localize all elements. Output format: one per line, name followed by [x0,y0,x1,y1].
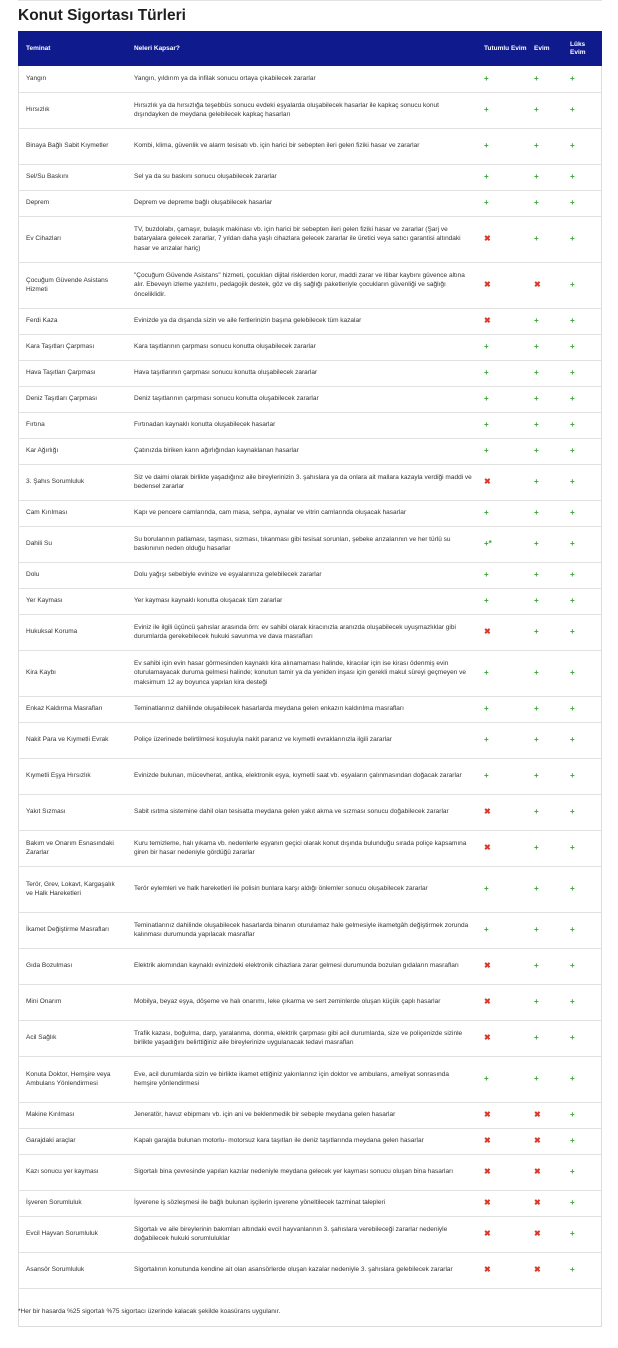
plus-icon: + [478,164,528,190]
coverage-description: Fırtınadan kaynaklı konutta oluşabilecek hasarlar [126,412,478,438]
plus-icon: + [478,758,528,794]
table-row [18,1154,602,1190]
cross-icon: ✖ [478,464,528,500]
plus-icon: + [564,758,602,794]
coverage-description: Dolu yağışı sebebiyle evinize ve eşyalarınıza gelebilecek zararlar [126,562,478,588]
plus-icon: + [564,464,602,500]
cross-icon: ✖ [478,1102,528,1128]
table-row [18,66,602,92]
coverage-name: Sel/Su Baskını [18,164,126,190]
plus-icon: + [564,1128,602,1154]
coverage-description: Trafik kazası, boğulma, darp, yaralanma, donma, elektrik çarpması gibi acil durumlarda, size ve poliçenizde sizinle birlikte yaşadığını belirttiğiniz aile bireylerinize uygulanacak tedavi masrafları [126,1020,478,1056]
plus-icon: + [528,92,564,128]
coverage-name: Hava Taşıtları Çarpması [18,360,126,386]
coverage-name: Kara Taşıtları Çarpması [18,334,126,360]
plus-icon: + [478,386,528,412]
plus-icon: + [564,308,602,334]
plus-icon: + [564,190,602,216]
plus-icon: + [564,588,602,614]
coverage-name: Kira Kaybı [18,650,126,696]
plus-icon: + [564,438,602,464]
table-row [18,696,602,722]
plus-icon: + [528,866,564,912]
coverage-name: Ferdi Kaza [18,308,126,334]
header-luks-evim: Lüks Evim [564,31,602,66]
table-header-row [18,31,602,66]
plus-icon: + [564,1102,602,1128]
plus-icon: + [564,216,602,262]
table-row [18,794,602,830]
coverage-name: Garajdaki araçlar [18,1128,126,1154]
cross-icon: ✖ [478,1190,528,1216]
plus-icon: + [478,650,528,696]
plus-icon: + [564,262,602,308]
table-row [18,1190,602,1216]
table-row [18,722,602,758]
plus-icon: + [478,412,528,438]
plus-icon: + [528,412,564,438]
table-row [18,216,602,262]
coverage-name: İşveren Sorumluluk [18,1190,126,1216]
coverage-description: İşverene iş sözleşmesi ile bağlı bulunan işçilerin işverene yöneltilecek tazminat talepleri [126,1190,478,1216]
plus-icon: + [528,526,564,562]
plus-icon: + [478,128,528,164]
table-row [18,1128,602,1154]
plus-icon: + [528,722,564,758]
coverage-name: Terör, Grev, Lokavt, Kargaşalık ve Halk Hareketleri [18,866,126,912]
plus-icon: + [564,1056,602,1102]
coverage-description: "Çocuğum Güvende Asistans" hizmeti, çocukları dijital risklerden korur, maddi zarar ve itibar kaybını güvence altına alır. Ebeveyn izleme yazılımı, pedagojik destek, göz ve diş sağlığı paketleriyle çocukların güvenliği ve sağlığı önceliklidir. [126,262,478,308]
coverage-name: Yakıt Sızması [18,794,126,830]
header-kapsar: Neleri Kapsar? [126,31,478,66]
coverage-name: Binaya Bağlı Sabit Kıymetler [18,128,126,164]
plus-icon: + [528,360,564,386]
coverage-name: Dahili Su [18,526,126,562]
coverage-description: Sabit ısıtma sistemine dahil olan tesisatta meydana gelen yakıt akma ve sızması sonucu doğabilecek zararlar [126,794,478,830]
cross-icon: ✖ [478,216,528,262]
plus-icon: + [528,650,564,696]
table-row [18,588,602,614]
coverage-name: Ev Cihazları [18,216,126,262]
plus-icon: + [528,912,564,948]
plus-icon: + [528,830,564,866]
plus-icon: + [528,386,564,412]
table-row [18,1102,602,1128]
plus-icon: + [478,912,528,948]
plus-icon: + [478,360,528,386]
table-row [18,948,602,984]
cross-icon: ✖ [528,1190,564,1216]
table-row [18,1056,602,1102]
cross-icon: ✖ [528,1154,564,1190]
coverage-description: Teminatlarınız dahilinde oluşabilecek hasarlarda binanın oturulamaz hale gelmesiyle ikametgâh değiştirmek zorunda kalınması durumunda yapılacak masraflar [126,912,478,948]
plus-icon: + [528,588,564,614]
coverage-description: Sigortalının konutunda kendine ait olan asansörlerde oluşan kazalar nedeniyle 3. şahıslara gelebilecek zararlar [126,1252,478,1288]
plus-icon: + [478,334,528,360]
header-teminat: Teminat [18,31,126,66]
plus-icon: + [564,164,602,190]
plus-icon: + [528,128,564,164]
coverage-description: Ev sahibi için evin hasar görmesinden kaynaklı kira alınamaması halinde, kiracılar için ise kirası ödenmiş evin oturulamayacak duruma gelmesi halinde; konutun tamir ya da yeniden inşası için gerekli makul süreyi geçmeyen ve maksimum 12 ay boyunca yapılan kira desteği [126,650,478,696]
coverage-name: Makine Kırılması [18,1102,126,1128]
coverage-description: Kapı ve pencere camlarında, cam masa, sehpa, aynalar ve vitrin camlarında oluşacak hasarlar [126,500,478,526]
cross-icon: ✖ [478,614,528,650]
plus-icon: + [528,984,564,1020]
coverage-description: Kuru temizleme, halı yıkama vb. nedenlerle eşyanın geçici olarak konut dışında bulunduğu sırada poliçe kapsamına giren bir hasar nedeniyle gördüğü zararlar [126,830,478,866]
table-row [18,334,602,360]
table-row [18,912,602,948]
coverage-description: Sigortalı ve aile bireylerinin bakımları altındaki evcil hayvanlarının 3. şahıslara verebileceği zararlar nedeniyle doğabilecek hukuki sorumluluklar [126,1216,478,1252]
plus-icon: + [528,758,564,794]
plus-icon: + [564,1252,602,1288]
cross-icon: ✖ [478,308,528,334]
cross-icon: ✖ [478,794,528,830]
table-row [18,1020,602,1056]
plus-icon: + [564,526,602,562]
plus-icon: + [564,794,602,830]
cross-icon: ✖ [478,1252,528,1288]
plus-icon: + [564,562,602,588]
table-row [18,464,602,500]
coverage-description: Kara taşıtlarının çarpması sonucu konutta oluşabilecek zararlar [126,334,478,360]
plus-icon: + [564,1190,602,1216]
plus-icon: + [564,948,602,984]
cross-icon: ✖ [478,1216,528,1252]
plus-icon: + [528,562,564,588]
plus-icon: + [528,190,564,216]
coverage-name: Kazı sonucu yer kayması [18,1154,126,1190]
coverage-name: Gıda Bozulması [18,948,126,984]
table-row [18,438,602,464]
header-tutumlu-evim: Tutumlu Evim [478,31,528,66]
coverage-description: TV, buzdolabı, çamaşır, bulaşık makinası vb. için harici bir sebepten ileri gelen fiziki hasar ve zararlar (Şarj ve bataryalara gelecek zararlar, 7 yıldan daha yaşlı cihazlara gelecek zararlar ile üretici veya satıcı garantisi altındaki hasar ve arızalar hariç) [126,216,478,262]
coverage-description: Yangın, yıldırım ya da infilak sonucu ortaya çıkabilecek zararlar [126,66,478,92]
plus-icon: + [564,66,602,92]
coverage-description: Kombi, klima, güvenlik ve alarm tesisatı vb. için harici bir sebepten ileri gelen fiziki hasar ve zararlar [126,128,478,164]
cross-icon: ✖ [528,1128,564,1154]
table-row [18,164,602,190]
cross-icon: ✖ [528,1102,564,1128]
coverage-description: Hırsızlık ya da hırsızlığa teşebbüs sonucu evdeki eşyalarda oluşabilecek hasarlar ile kapkaç sonucu konut dışındayken de meydana gelebilecek kapkaç hasarları [126,92,478,128]
plus-icon: + [528,500,564,526]
cross-icon: ✖ [478,262,528,308]
plus-icon: + [528,614,564,650]
coverage-description: Elektrik akımından kaynaklı evinizdeki elektronik cihazlara zarar gelmesi durumunda bozulan gıdaların masrafları [126,948,478,984]
table-row [18,1252,602,1288]
plus-icon: + [528,1020,564,1056]
plus-icon: + [528,1056,564,1102]
plus-icon: + [564,1154,602,1190]
table-row [18,650,602,696]
coverage-name: Kıymetli Eşya Hırsızlık [18,758,126,794]
table-row [18,92,602,128]
plus-icon: + [478,696,528,722]
coverage-description: Terör eylemleri ve halk hareketleri ile polisin bunlara karşı aldığı önlemler sonucu oluşabilecek zararlar [126,866,478,912]
coverage-description: Çatınızda biriken karın ağırlığından kaynaklanan hasarlar [126,438,478,464]
table-row [18,360,602,386]
plus-icon: + [564,92,602,128]
table-row [18,830,602,866]
coverage-name: İkamet Değiştirme Masrafları [18,912,126,948]
coverage-name: Mini Onarım [18,984,126,1020]
plus-icon: +* [478,526,528,562]
table-row [18,1216,602,1252]
cross-icon: ✖ [478,830,528,866]
coverage-description: Evinizde ya da dışarıda sizin ve aile fertlerinizin başına gelebilecek tüm kazalar [126,308,478,334]
plus-icon: + [564,360,602,386]
coverage-name: Konuta Doktor, Hemşire veya Ambulans Yönlendirmesi [18,1056,126,1102]
coverage-description: Hava taşıtlarının çarpması sonucu konutta oluşabilecek zararlar [126,360,478,386]
plus-icon: + [478,92,528,128]
coverage-description: Eve, acil durumlarda sizin ve birlikte ikamet ettiğiniz yakınlarınız için doktor ve ambulans, ameliyat sonrasında hemşire yönlendirmesi [126,1056,478,1102]
plus-icon: + [478,66,528,92]
coverage-description: Deniz taşıtlarının çarpması sonucu konutta oluşabilecek zararlar [126,386,478,412]
coverage-name: Enkaz Kaldırma Masrafları [18,696,126,722]
coverage-description: Yer kayması kaynaklı konutta oluşacak tüm zararlar [126,588,478,614]
cross-icon: ✖ [528,1252,564,1288]
header-evim: Evim [528,31,564,66]
coverage-name: Evcil Hayvan Sorumluluk [18,1216,126,1252]
table-row [18,190,602,216]
table-row [18,758,602,794]
top-divider [18,0,602,1]
coverage-name: Hukuksal Koruma [18,614,126,650]
plus-icon: + [528,334,564,360]
plus-icon: + [564,334,602,360]
plus-icon: + [478,438,528,464]
coverage-name: Yangın [18,66,126,92]
plus-icon: + [528,464,564,500]
coverage-name: Çocuğum Güvende Asistans Hizmeti [18,262,126,308]
plus-icon: + [528,66,564,92]
coverage-description: Sigortalı bina çevresinde yapılan kazılar nedeniyle meydana gelecek yer kayması sonucu oluşan bina hasarları [126,1154,478,1190]
table-row [18,526,602,562]
table-row [18,500,602,526]
cross-icon: ✖ [478,1154,528,1190]
coverage-name: Yer Kayması [18,588,126,614]
coverage-name: Asansör Sorumluluk [18,1252,126,1288]
plus-icon: + [564,386,602,412]
plus-icon: + [564,722,602,758]
cross-icon: ✖ [478,1020,528,1056]
plus-icon: + [478,500,528,526]
cross-icon: ✖ [478,984,528,1020]
coverage-name: Kar Ağırlığı [18,438,126,464]
coverage-name: Fırtına [18,412,126,438]
coverage-name: Cam Kırılması [18,500,126,526]
plus-icon: + [564,128,602,164]
plus-icon: + [564,696,602,722]
coverage-name: Bakım ve Onarım Esnasındaki Zararlar [18,830,126,866]
table-row [18,412,602,438]
table-row [18,562,602,588]
cross-icon: ✖ [478,948,528,984]
coverage-description: Kapalı garajda bulunan motorlu- motorsuz kara taşıtları ile deniz taşıtlarında meydana gelen hasarlar [126,1128,478,1154]
plus-icon: + [564,912,602,948]
footnote: *Her bir hasarda %25 sigortalı %75 sigortacı üzerinde kalacak şekilde koasürans uygulanır. [18,1308,281,1315]
table-row [18,984,602,1020]
table-row [18,614,602,650]
plus-icon: + [528,794,564,830]
coverage-table [18,31,602,1289]
plus-icon: + [564,412,602,438]
table-row [18,128,602,164]
table-row [18,386,602,412]
coverage-description: Deprem ve depreme bağlı oluşabilecek hasarlar [126,190,478,216]
plus-icon: + [478,722,528,758]
plus-icon: + [564,866,602,912]
plus-icon: + [528,696,564,722]
table-row [18,308,602,334]
coverage-description: Eviniz ile ilgili üçüncü şahıslar arasında örn: ev sahibi olarak kiracınızla aranızda oluşabilecek uyuşmazlıklar gibi durumlarda gerekebilecek hukuki savunma ve dava masrafları [126,614,478,650]
plus-icon: + [564,500,602,526]
coverage-name: Nakit Para ve Kıymetli Evrak [18,722,126,758]
plus-icon: + [564,830,602,866]
coverage-name: 3. Şahıs Sorumluluk [18,464,126,500]
table-body [18,66,602,1288]
plus-icon: + [478,562,528,588]
coverage-name: Dolu [18,562,126,588]
coverage-name: Deniz Taşıtları Çarpması [18,386,126,412]
plus-icon: + [564,1020,602,1056]
plus-icon: + [564,650,602,696]
coverage-name: Deprem [18,190,126,216]
table-row [18,866,602,912]
plus-icon: + [528,948,564,984]
coverage-name: Hırsızlık [18,92,126,128]
plus-icon: + [478,866,528,912]
coverage-description: Teminatlarınız dahilinde oluşabilecek hasarlarda meydana gelen enkazın kaldırılma masrafları [126,696,478,722]
coverage-description: Sel ya da su baskını sonucu oluşabilecek zararlar [126,164,478,190]
coverage-name: Acil Sağlık [18,1020,126,1056]
cross-icon: ✖ [528,1216,564,1252]
plus-icon: + [528,164,564,190]
plus-icon: + [564,984,602,1020]
cross-icon: ✖ [528,262,564,308]
coverage-description: Poliçe üzerinede belirtilmesi koşuluyla nakit paranız ve kıymetli evraklarınızla ilgili zararlar [126,722,478,758]
cross-icon: ✖ [478,1128,528,1154]
coverage-description: Siz ve daimi olarak birlikte yaşadığınız aile bireylerinizin 3. şahıslara ya da onlara ait mallara kazayla verdiği maddi ve bedensel zararlar [126,464,478,500]
plus-icon: + [528,308,564,334]
plus-icon: + [528,216,564,262]
plus-icon: + [564,614,602,650]
coverage-description: Mobilya, beyaz eşya, döşeme ve halı onarımı, leke çıkarma ve sert zeminlerde oluşan küçük çaplı hasarlar [126,984,478,1020]
plus-icon: + [478,190,528,216]
table-row [18,262,602,308]
page-title: Konut Sigortası Türleri [18,7,186,24]
coverage-description: Evinizde bulunan, mücevherat, antika, elektronik eşya, kıymetli saat vb. eşyaların çalınmasından doğacak zararlar [126,758,478,794]
coverage-description: Su borularının patlaması, taşması, sızması, tıkanması gibi tesisat sorunları, şebeke arızalarının ve her türlü su baskınının neden olduğu hasarlar [126,526,478,562]
plus-icon: + [564,1216,602,1252]
plus-icon: + [478,588,528,614]
plus-icon: + [528,438,564,464]
coverage-description: Jeneratör, havuz ebipmanı vb. için ani ve beklenmedik bir sebeple meydana gelen hasarlar [126,1102,478,1128]
plus-icon: + [478,1056,528,1102]
